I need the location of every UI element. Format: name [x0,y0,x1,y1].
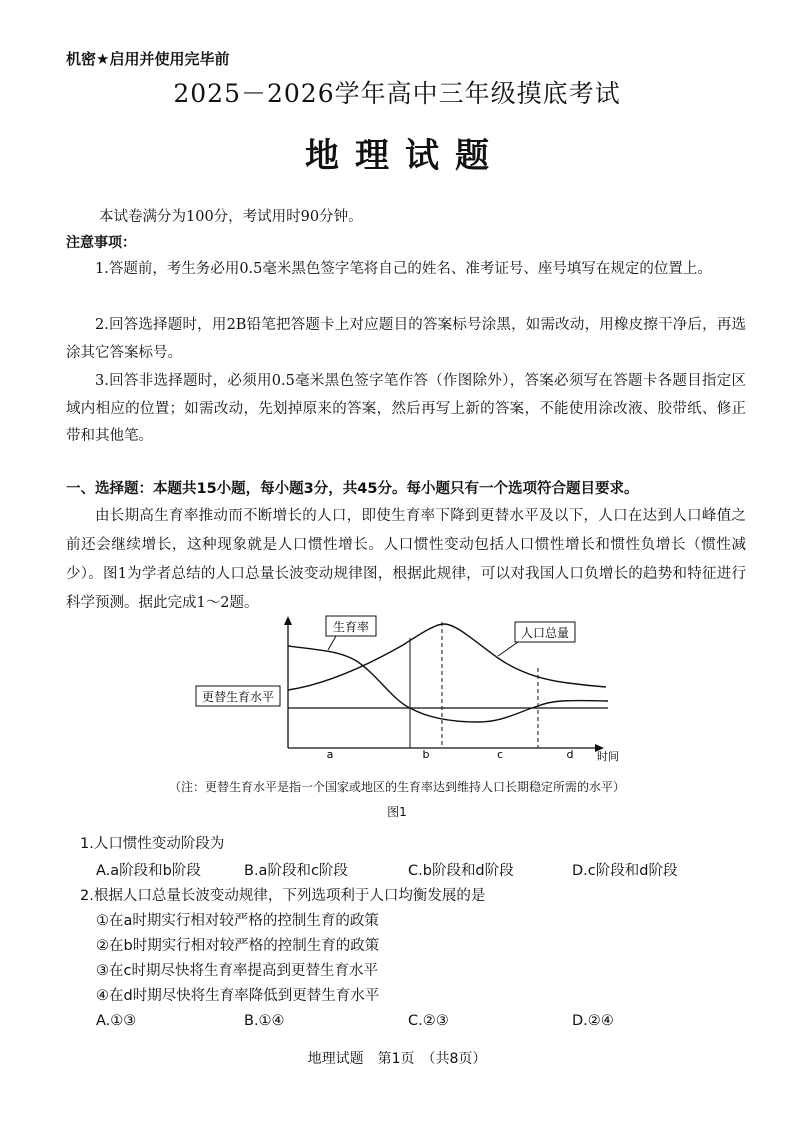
y-axis-arrow [284,616,292,625]
question-1-stem: 1.人口惯性变动阶段为 [80,836,225,852]
stage-c: c [496,748,504,761]
stage-d: d [566,748,574,761]
exam-title: 2025－2026学年高中三年级摸底考试 [173,79,621,108]
q2-option-b[interactable]: B.①④ [244,1013,285,1029]
fertility-curve [288,646,608,722]
q2-option-a[interactable]: A.①③ [96,1013,137,1029]
q1-option-d[interactable]: D.c阶段和d阶段 [572,863,678,879]
replacement-label: 更替生育水平 [201,690,275,704]
figure-caption: 图1 [387,805,407,819]
x-axis-label: 时间 [597,750,619,763]
figure-note: （注：更替生育水平是指一个国家或地区的生育率达到维持人口长期稳定所需的水平） [168,780,625,794]
fertility-leader [328,636,336,650]
q1-option-c[interactable]: C.b阶段和d阶段 [408,863,514,879]
population-wave-chart [188,610,628,790]
population-label: 人口总量 [520,626,570,640]
confidential-mark: 机密★启用并使用完毕前 [66,50,230,68]
q2-statement-2: ②在b时期实行相对较严格的控制生育的政策 [96,938,380,954]
reading-passage: 由长期高生育率推动而不断增长的人口，即使生育率下降到更替水平及以下，人口在达到人口峰值之前还会继续增长，这种现象就是人口惯性增长。人口惯性变动包括人口惯性增长和惯性负增长（惯性减少）。图1为学者总结的人口总量长波变动规律图，根据此规律，可以对我国人口负增长的趋势和特征进行科学预测。据此完成1～2题。 [66,508,746,611]
notice-item-3: 3.回答非选择题时，必须用0.5毫米黑色签字笔作答（作图除外），答案必须写在答题卡各题目指定区域内相应的位置；如需改动，先划掉原来的答案，然后再写上新的答案，不能使用涂改液、胶带纸、修正带和其他笔。 [66,373,746,444]
q2-statement-1: ①在a时期实行相对较严格的控制生育的政策 [96,913,379,929]
notice-item-1: 1.答题前，考生务必用0.5毫米黑色签字笔将自己的姓名、准考证号、座号填写在规定的位置上。 [95,261,712,277]
q2-statement-4: ④在d时期尽快将生育率降低到更替生育水平 [96,988,380,1004]
notice-item-2: 2.回答选择题时，用2B铅笔把答题卡上对应题目的答案标号涂黑，如需改动，用橡皮擦干净后，再选涂其它答案标号。 [66,317,746,361]
q1-option-a[interactable]: A.a阶段和b阶段 [96,863,201,879]
subject-title: 地理试题 [305,136,505,176]
exam-intro: 本试卷满分为100分，考试用时90分钟。 [99,209,363,225]
notice-heading: 注意事项： [66,235,136,251]
question-2-stem: 2.根据人口总量长波变动规律，下列选项利于人口均衡发展的是 [80,888,486,904]
q2-option-d[interactable]: D.②④ [572,1013,614,1029]
q1-option-b[interactable]: B.a阶段和c阶段 [244,863,348,879]
stage-a: a [326,748,334,761]
q2-option-c[interactable]: C.②③ [408,1013,449,1029]
page-footer: 地理试题 第1页 （共8页） [307,1051,487,1067]
stage-b: b [422,748,430,761]
q2-statement-3: ③在c时期尽快将生育率提高到更替生育水平 [96,963,378,979]
population-leader [498,642,518,656]
section-heading: 一、选择题：本题共15小题，每小题3分，共45分。每小题只有一个选项符合题目要求。 [66,481,639,497]
fertility-label: 生育率 [332,620,370,634]
